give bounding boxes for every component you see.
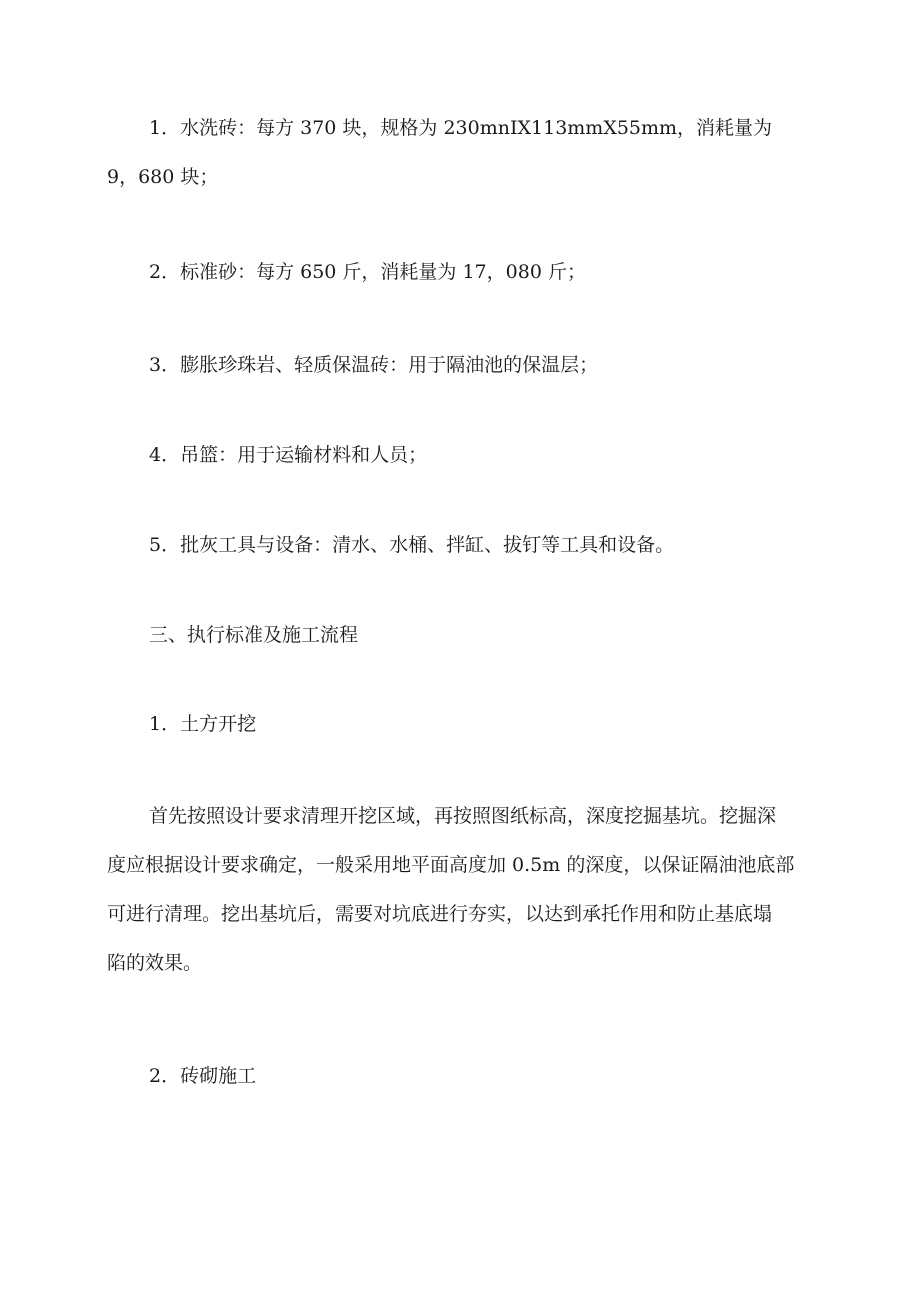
subsection-heading-masonry [107, 1052, 817, 1101]
subsection-heading-masonry-text: 2．砖砌施工 [149, 1065, 257, 1087]
material-item-1 [107, 104, 817, 202]
material-item-4-line-1: 4．吊篮：用于运输材料和人员； [149, 444, 428, 466]
section-heading-3 [107, 611, 817, 660]
earthwork-paragraph-line-2: 度应根据设计要求确定，一般采用地平面高度加 0.5m 的深度，以保证隔油池底部 [107, 854, 795, 876]
material-item-2-line-1: 2．标准砂：每方 650 斤，消耗量为 17，080 斤； [149, 261, 586, 283]
material-item-1-line-2: 9，680 块； [107, 166, 219, 188]
earthwork-paragraph-line-1: 首先按照设计要求清理开挖区域，再按照图纸标高，深度挖掘基坑。挖掘深 [149, 805, 777, 827]
material-item-4 [107, 431, 817, 480]
earthwork-paragraph-line-4: 陷的效果。 [107, 952, 203, 974]
material-item-3 [107, 341, 817, 390]
earthwork-paragraph-line-3: 可进行清理。挖出基坑后，需要对坑底进行夯实，以达到承托作用和防止基底塌 [107, 903, 773, 925]
material-item-5-line-1: 5．批灰工具与设备：清水、水桶、拌缸、拔钉等工具和设备。 [149, 534, 675, 556]
section-heading-3-text: 三、执行标准及施工流程 [149, 624, 359, 646]
subsection-heading-earthwork [107, 700, 817, 749]
material-item-2 [107, 248, 817, 297]
subsection-heading-earthwork-text: 1．土方开挖 [149, 713, 257, 735]
material-item-1-line-1: 1．水洗砖：每方 370 块，规格为 230mnIX113mmX55mm，消耗量为 [149, 117, 773, 139]
material-item-5 [107, 521, 817, 570]
earthwork-paragraph [107, 792, 817, 988]
material-item-3-line-1: 3．膨胀珍珠岩、轻质保温砖：用于隔油池的保温层； [149, 354, 599, 376]
